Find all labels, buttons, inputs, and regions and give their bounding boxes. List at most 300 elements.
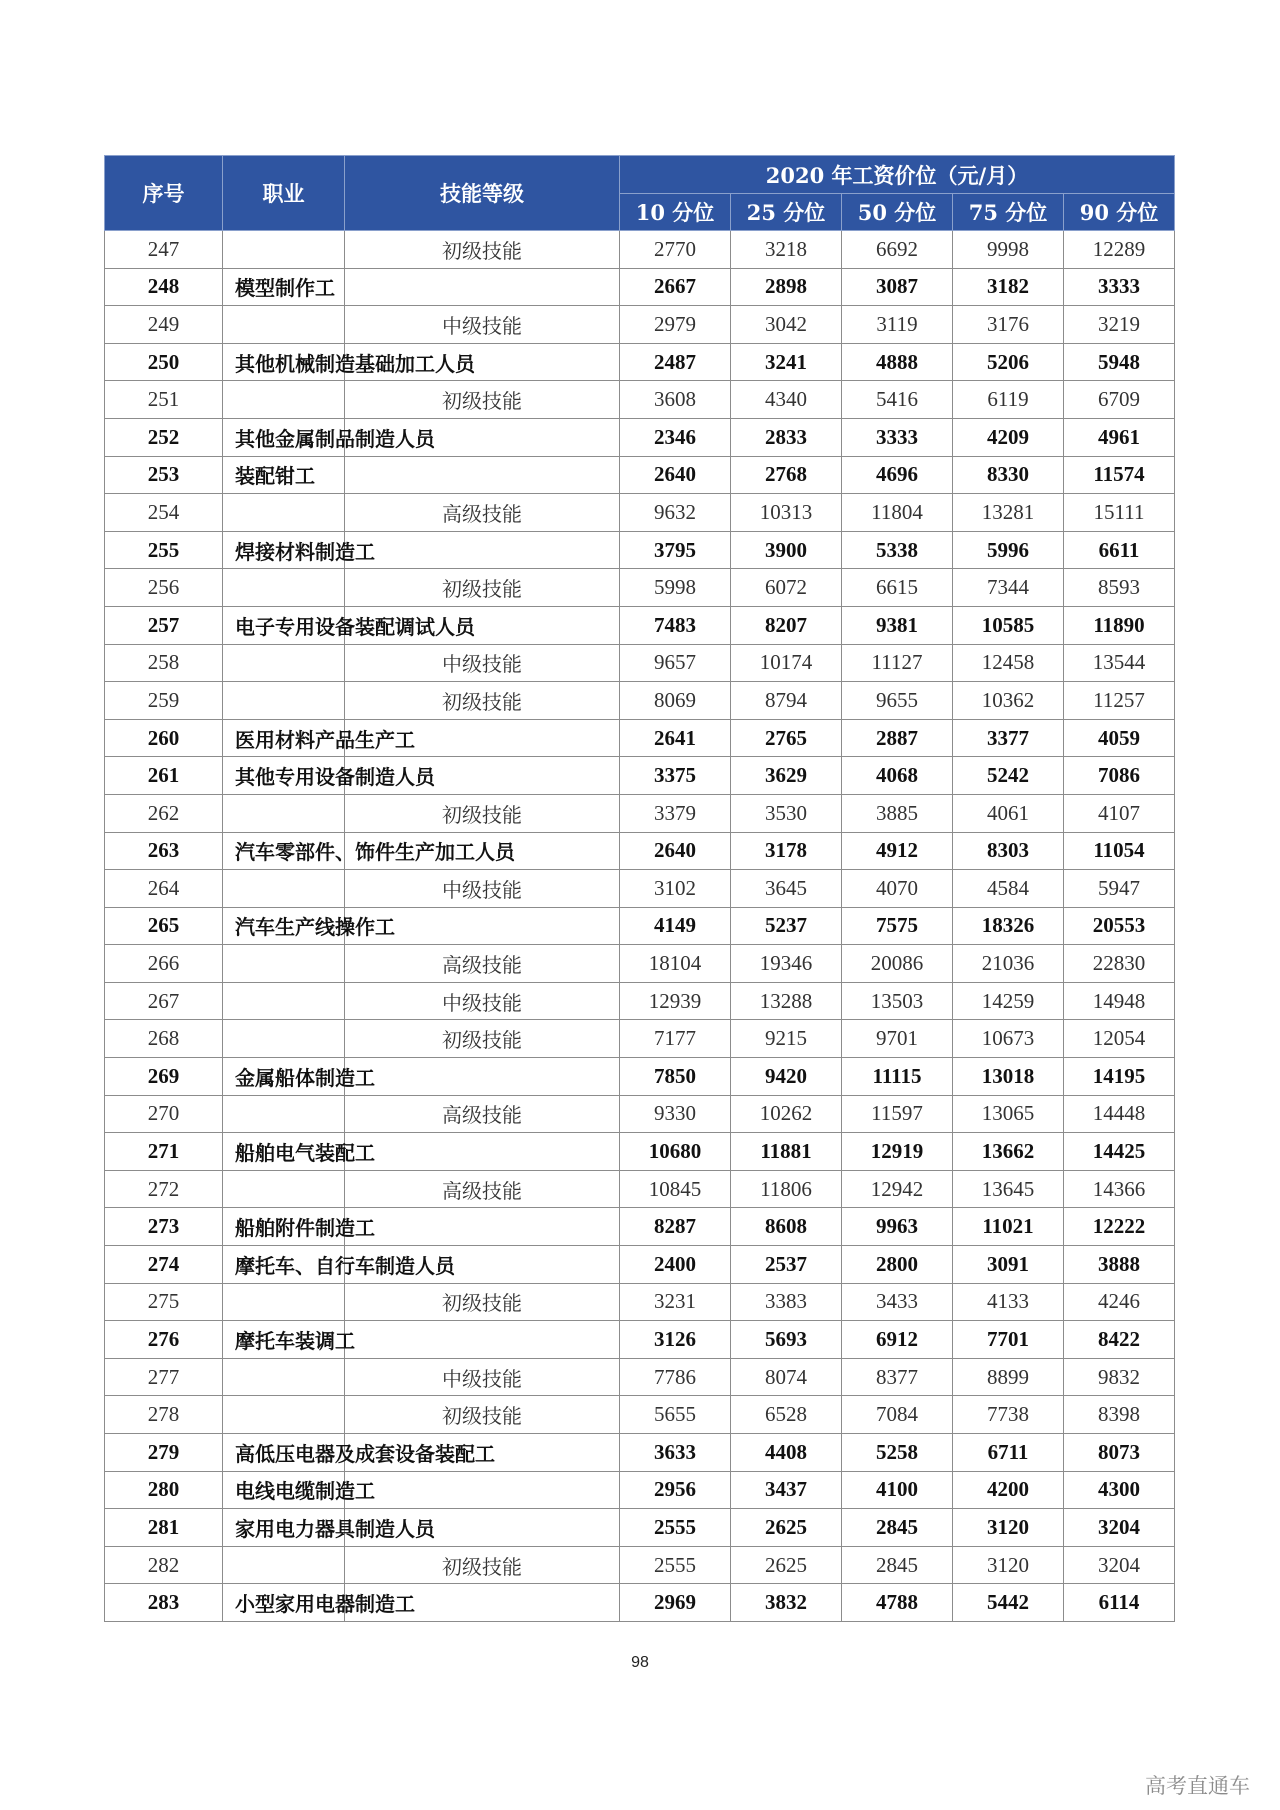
skill-cell: 高级技能 (345, 945, 620, 983)
occupation-cell (223, 231, 345, 269)
p75-cell: 13065 (953, 1095, 1064, 1133)
p75-cell: 4061 (953, 794, 1064, 832)
p10-cell: 2770 (620, 231, 731, 269)
p90-cell: 11257 (1064, 682, 1175, 720)
occupation-cell (223, 1358, 345, 1396)
p25-cell: 6528 (731, 1396, 842, 1434)
skill-cell: 初级技能 (345, 1283, 620, 1321)
p90-cell: 11574 (1064, 456, 1175, 494)
p90-cell: 3333 (1064, 268, 1175, 306)
occupation-cell: 其他专用设备制造人员 (223, 757, 345, 795)
table-row (105, 569, 1175, 607)
p25-cell: 3645 (731, 870, 842, 908)
skill-cell: 初级技能 (345, 1396, 620, 1434)
p25-cell: 3437 (731, 1471, 842, 1509)
p25-cell: 8207 (731, 606, 842, 644)
p25-cell: 3241 (731, 343, 842, 381)
table-row (105, 606, 1175, 644)
p10-cell: 2640 (620, 832, 731, 870)
p25-cell: 3042 (731, 306, 842, 344)
p75-cell: 3120 (953, 1509, 1064, 1547)
p25-cell: 3383 (731, 1283, 842, 1321)
p25-cell: 3629 (731, 757, 842, 795)
skill-cell: 高级技能 (345, 494, 620, 532)
p25-cell: 2768 (731, 456, 842, 494)
seq-cell: 248 (105, 268, 223, 306)
p10-cell: 9657 (620, 644, 731, 682)
p75-cell: 6119 (953, 381, 1064, 419)
p25-cell: 3900 (731, 531, 842, 569)
p50-cell: 6692 (842, 231, 953, 269)
p90-cell: 4961 (1064, 418, 1175, 456)
p25-cell: 2625 (731, 1546, 842, 1584)
table-row (105, 757, 1175, 795)
p75-cell: 5242 (953, 757, 1064, 795)
table-row (105, 1170, 1175, 1208)
skill-cell: 中级技能 (345, 306, 620, 344)
p90-cell: 8593 (1064, 569, 1175, 607)
seq-cell: 268 (105, 1020, 223, 1058)
p50-cell: 9381 (842, 606, 953, 644)
occupation-cell: 船舶电气装配工 (223, 1133, 345, 1171)
p50-cell: 12942 (842, 1170, 953, 1208)
table-row (105, 381, 1175, 419)
seq-cell: 267 (105, 982, 223, 1020)
skill-cell: 中级技能 (345, 644, 620, 682)
seq-cell: 277 (105, 1358, 223, 1396)
p25-cell: 5693 (731, 1321, 842, 1359)
p75-cell: 12458 (953, 644, 1064, 682)
p90-cell: 14448 (1064, 1095, 1175, 1133)
header-p90: 90 分位 (1064, 194, 1175, 231)
p10-cell: 18104 (620, 945, 731, 983)
p50-cell: 4696 (842, 456, 953, 494)
p75-cell: 13662 (953, 1133, 1064, 1171)
skill-cell: 初级技能 (345, 569, 620, 607)
p10-cell: 8287 (620, 1208, 731, 1246)
p25-cell: 19346 (731, 945, 842, 983)
p90-cell: 6114 (1064, 1584, 1175, 1622)
p50-cell: 3885 (842, 794, 953, 832)
p10-cell: 9632 (620, 494, 731, 532)
skill-cell: 初级技能 (345, 682, 620, 720)
skill-cell (345, 1133, 620, 1171)
p50-cell: 20086 (842, 945, 953, 983)
p10-cell: 8069 (620, 682, 731, 720)
p90-cell: 8073 (1064, 1434, 1175, 1472)
occupation-cell: 摩托车装调工 (223, 1321, 345, 1359)
p90-cell: 20553 (1064, 907, 1175, 945)
p50-cell: 2845 (842, 1509, 953, 1547)
p50-cell: 9701 (842, 1020, 953, 1058)
p10-cell: 12939 (620, 982, 731, 1020)
table-row (105, 1471, 1175, 1509)
seq-cell: 280 (105, 1471, 223, 1509)
table-row (105, 343, 1175, 381)
p90-cell: 8422 (1064, 1321, 1175, 1359)
p50-cell: 9655 (842, 682, 953, 720)
p10-cell: 3375 (620, 757, 731, 795)
p90-cell: 6611 (1064, 531, 1175, 569)
watermark: 高考直通车 (1145, 1774, 1250, 1798)
p90-cell: 14195 (1064, 1058, 1175, 1096)
occupation-cell (223, 1095, 345, 1133)
p90-cell: 11054 (1064, 832, 1175, 870)
seq-cell: 279 (105, 1434, 223, 1472)
occupation-cell: 金属船体制造工 (223, 1058, 345, 1096)
p25-cell: 8608 (731, 1208, 842, 1246)
p50-cell: 5338 (842, 531, 953, 569)
p75-cell: 7738 (953, 1396, 1064, 1434)
p90-cell: 4059 (1064, 719, 1175, 757)
table-row (105, 1509, 1175, 1547)
occupation-cell (223, 794, 345, 832)
p50-cell: 4912 (842, 832, 953, 870)
header-p25: 25 分位 (731, 194, 842, 231)
skill-cell (345, 531, 620, 569)
p75-cell: 7701 (953, 1321, 1064, 1359)
occupation-cell: 焊接材料制造工 (223, 531, 345, 569)
p25-cell: 10174 (731, 644, 842, 682)
p10-cell: 10845 (620, 1170, 731, 1208)
p50-cell: 3433 (842, 1283, 953, 1321)
occupation-cell: 家用电力器具制造人员 (223, 1509, 345, 1547)
seq-cell: 266 (105, 945, 223, 983)
table-header (105, 156, 1175, 231)
occupation-cell: 汽车生产线操作工 (223, 907, 345, 945)
occupation-cell (223, 1170, 345, 1208)
p10-cell: 3795 (620, 531, 731, 569)
table-row (105, 306, 1175, 344)
seq-cell: 265 (105, 907, 223, 945)
table-row (105, 1396, 1175, 1434)
p25-cell: 3178 (731, 832, 842, 870)
p90-cell: 3204 (1064, 1509, 1175, 1547)
occupation-cell (223, 982, 345, 1020)
p50-cell: 4788 (842, 1584, 953, 1622)
p10-cell: 2487 (620, 343, 731, 381)
table-row (105, 832, 1175, 870)
p75-cell: 4209 (953, 418, 1064, 456)
p75-cell: 3182 (953, 268, 1064, 306)
p90-cell: 12054 (1064, 1020, 1175, 1058)
p10-cell: 2555 (620, 1546, 731, 1584)
seq-cell: 258 (105, 644, 223, 682)
seq-cell: 251 (105, 381, 223, 419)
p25-cell: 4340 (731, 381, 842, 419)
table-row (105, 644, 1175, 682)
p25-cell: 2898 (731, 268, 842, 306)
skill-cell (345, 268, 620, 306)
p90-cell: 3219 (1064, 306, 1175, 344)
p90-cell: 12289 (1064, 231, 1175, 269)
p90-cell: 4246 (1064, 1283, 1175, 1321)
seq-cell: 256 (105, 569, 223, 607)
seq-cell: 250 (105, 343, 223, 381)
skill-cell: 初级技能 (345, 231, 620, 269)
seq-cell: 273 (105, 1208, 223, 1246)
seq-cell: 275 (105, 1283, 223, 1321)
header-p75: 75 分位 (953, 194, 1064, 231)
p50-cell: 2887 (842, 719, 953, 757)
header-wage-group: 2020 年工资价位（元/月） (620, 156, 1175, 194)
skill-cell (345, 1471, 620, 1509)
p90-cell: 7086 (1064, 757, 1175, 795)
p10-cell: 2667 (620, 268, 731, 306)
table-row (105, 1020, 1175, 1058)
p10-cell: 10680 (620, 1133, 731, 1171)
p50-cell: 11115 (842, 1058, 953, 1096)
p25-cell: 4408 (731, 1434, 842, 1472)
table-row (105, 1133, 1175, 1171)
occupation-cell: 模型制作工 (223, 268, 345, 306)
p75-cell: 13281 (953, 494, 1064, 532)
occupation-cell (223, 945, 345, 983)
p10-cell: 5655 (620, 1396, 731, 1434)
skill-cell: 中级技能 (345, 870, 620, 908)
p50-cell: 5258 (842, 1434, 953, 1472)
occupation-cell: 装配钳工 (223, 456, 345, 494)
p50-cell: 3087 (842, 268, 953, 306)
p75-cell: 18326 (953, 907, 1064, 945)
p25-cell: 3530 (731, 794, 842, 832)
p10-cell: 2346 (620, 418, 731, 456)
header-p50: 50 分位 (842, 194, 953, 231)
p75-cell: 5442 (953, 1584, 1064, 1622)
seq-cell: 270 (105, 1095, 223, 1133)
p75-cell: 3091 (953, 1246, 1064, 1284)
table-row (105, 945, 1175, 983)
occupation-cell: 其他金属制品制造人员 (223, 418, 345, 456)
p75-cell: 5206 (953, 343, 1064, 381)
seq-cell: 281 (105, 1509, 223, 1547)
p90-cell: 5947 (1064, 870, 1175, 908)
p10-cell: 3231 (620, 1283, 731, 1321)
p10-cell: 3126 (620, 1321, 731, 1359)
p50-cell: 4100 (842, 1471, 953, 1509)
table-row (105, 1434, 1175, 1472)
p25-cell: 2765 (731, 719, 842, 757)
p10-cell: 3379 (620, 794, 731, 832)
header-p10: 10 分位 (620, 194, 731, 231)
seq-cell: 283 (105, 1584, 223, 1622)
seq-cell: 264 (105, 870, 223, 908)
skill-cell: 高级技能 (345, 1170, 620, 1208)
occupation-cell (223, 1396, 345, 1434)
table-row (105, 907, 1175, 945)
p75-cell: 11021 (953, 1208, 1064, 1246)
skill-cell (345, 1321, 620, 1359)
header-seq: 序号 (105, 156, 223, 231)
seq-cell: 276 (105, 1321, 223, 1359)
p90-cell: 6709 (1064, 381, 1175, 419)
table-row (105, 456, 1175, 494)
table-row (105, 982, 1175, 1020)
occupation-cell (223, 381, 345, 419)
seq-cell: 269 (105, 1058, 223, 1096)
p75-cell: 10362 (953, 682, 1064, 720)
p90-cell: 12222 (1064, 1208, 1175, 1246)
seq-cell: 247 (105, 231, 223, 269)
p25-cell: 11881 (731, 1133, 842, 1171)
p25-cell: 13288 (731, 982, 842, 1020)
p10-cell: 2956 (620, 1471, 731, 1509)
p75-cell: 3120 (953, 1546, 1064, 1584)
p90-cell: 4300 (1064, 1471, 1175, 1509)
p50-cell: 7084 (842, 1396, 953, 1434)
p25-cell: 9215 (731, 1020, 842, 1058)
p50-cell: 4070 (842, 870, 953, 908)
occupation-cell (223, 569, 345, 607)
skill-cell: 初级技能 (345, 1020, 620, 1058)
p90-cell: 14425 (1064, 1133, 1175, 1171)
table-row (105, 870, 1175, 908)
p10-cell: 9330 (620, 1095, 731, 1133)
p25-cell: 2537 (731, 1246, 842, 1284)
p50-cell: 13503 (842, 982, 953, 1020)
p75-cell: 9998 (953, 231, 1064, 269)
table-row (105, 682, 1175, 720)
p75-cell: 13018 (953, 1058, 1064, 1096)
p50-cell: 12919 (842, 1133, 953, 1171)
p90-cell: 14948 (1064, 982, 1175, 1020)
table-row (105, 1584, 1175, 1622)
page-number: 98 (631, 1654, 649, 1671)
skill-cell: 中级技能 (345, 1358, 620, 1396)
p50-cell: 3333 (842, 418, 953, 456)
table-row (105, 1321, 1175, 1359)
p10-cell: 3633 (620, 1434, 731, 1472)
p90-cell: 22830 (1064, 945, 1175, 983)
p75-cell: 10585 (953, 606, 1064, 644)
p75-cell: 8303 (953, 832, 1064, 870)
p75-cell: 3176 (953, 306, 1064, 344)
p50-cell: 8377 (842, 1358, 953, 1396)
p10-cell: 2555 (620, 1509, 731, 1547)
table-row (105, 268, 1175, 306)
p25-cell: 3832 (731, 1584, 842, 1622)
p90-cell: 14366 (1064, 1170, 1175, 1208)
seq-cell: 274 (105, 1246, 223, 1284)
seq-cell: 254 (105, 494, 223, 532)
seq-cell: 259 (105, 682, 223, 720)
p10-cell: 2969 (620, 1584, 731, 1622)
p50-cell: 2845 (842, 1546, 953, 1584)
p10-cell: 2979 (620, 306, 731, 344)
occupation-cell: 小型家用电器制造工 (223, 1584, 345, 1622)
seq-cell: 261 (105, 757, 223, 795)
p50-cell: 4068 (842, 757, 953, 795)
p50-cell: 6912 (842, 1321, 953, 1359)
p10-cell: 2400 (620, 1246, 731, 1284)
seq-cell: 260 (105, 719, 223, 757)
p25-cell: 10313 (731, 494, 842, 532)
p10-cell: 3102 (620, 870, 731, 908)
skill-cell: 初级技能 (345, 1546, 620, 1584)
seq-cell: 262 (105, 794, 223, 832)
table-body (105, 231, 1175, 1622)
wage-table (104, 155, 1175, 1622)
p50-cell: 6615 (842, 569, 953, 607)
p25-cell: 8794 (731, 682, 842, 720)
skill-cell (345, 1208, 620, 1246)
occupation-cell (223, 306, 345, 344)
p50-cell: 7575 (842, 907, 953, 945)
skill-cell: 初级技能 (345, 794, 620, 832)
skill-cell: 初级技能 (345, 381, 620, 419)
p90-cell: 13544 (1064, 644, 1175, 682)
p50-cell: 9963 (842, 1208, 953, 1246)
p75-cell: 3377 (953, 719, 1064, 757)
p75-cell: 13645 (953, 1170, 1064, 1208)
p90-cell: 3204 (1064, 1546, 1175, 1584)
occupation-cell: 汽车零部件、饰件生产加工人员 (223, 832, 345, 870)
p25-cell: 3218 (731, 231, 842, 269)
p50-cell: 3119 (842, 306, 953, 344)
skill-cell (345, 1058, 620, 1096)
occupation-cell: 高低压电器及成套设备装配工 (223, 1434, 345, 1472)
p75-cell: 14259 (953, 982, 1064, 1020)
p50-cell: 11127 (842, 644, 953, 682)
p75-cell: 21036 (953, 945, 1064, 983)
table-row (105, 1283, 1175, 1321)
seq-cell: 278 (105, 1396, 223, 1434)
occupation-cell: 摩托车、自行车制造人员 (223, 1246, 345, 1284)
table-row (105, 1058, 1175, 1096)
occupation-cell (223, 870, 345, 908)
occupation-cell: 船舶附件制造工 (223, 1208, 345, 1246)
occupation-cell: 其他机械制造基础加工人员 (223, 343, 345, 381)
p10-cell: 2641 (620, 719, 731, 757)
table-row (105, 231, 1175, 269)
occupation-cell (223, 644, 345, 682)
seq-cell: 252 (105, 418, 223, 456)
p50-cell: 11597 (842, 1095, 953, 1133)
table-row (105, 531, 1175, 569)
p10-cell: 7177 (620, 1020, 731, 1058)
p10-cell: 7483 (620, 606, 731, 644)
seq-cell: 282 (105, 1546, 223, 1584)
header-occupation: 职业 (223, 156, 345, 231)
table-row (105, 1246, 1175, 1284)
table-row (105, 418, 1175, 456)
table-row (105, 1546, 1175, 1584)
table-row (105, 1208, 1175, 1246)
p10-cell: 2640 (620, 456, 731, 494)
p75-cell: 7344 (953, 569, 1064, 607)
occupation-cell: 电线电缆制造工 (223, 1471, 345, 1509)
p75-cell: 10673 (953, 1020, 1064, 1058)
p90-cell: 9832 (1064, 1358, 1175, 1396)
seq-cell: 263 (105, 832, 223, 870)
p25-cell: 6072 (731, 569, 842, 607)
occupation-cell (223, 1283, 345, 1321)
seq-cell: 272 (105, 1170, 223, 1208)
p10-cell: 3608 (620, 381, 731, 419)
p75-cell: 8899 (953, 1358, 1064, 1396)
p25-cell: 2833 (731, 418, 842, 456)
occupation-cell (223, 1546, 345, 1584)
seq-cell: 271 (105, 1133, 223, 1171)
p10-cell: 7786 (620, 1358, 731, 1396)
p10-cell: 4149 (620, 907, 731, 945)
occupation-cell (223, 494, 345, 532)
skill-cell: 中级技能 (345, 982, 620, 1020)
skill-cell: 高级技能 (345, 1095, 620, 1133)
p25-cell: 10262 (731, 1095, 842, 1133)
p75-cell: 4584 (953, 870, 1064, 908)
p10-cell: 7850 (620, 1058, 731, 1096)
